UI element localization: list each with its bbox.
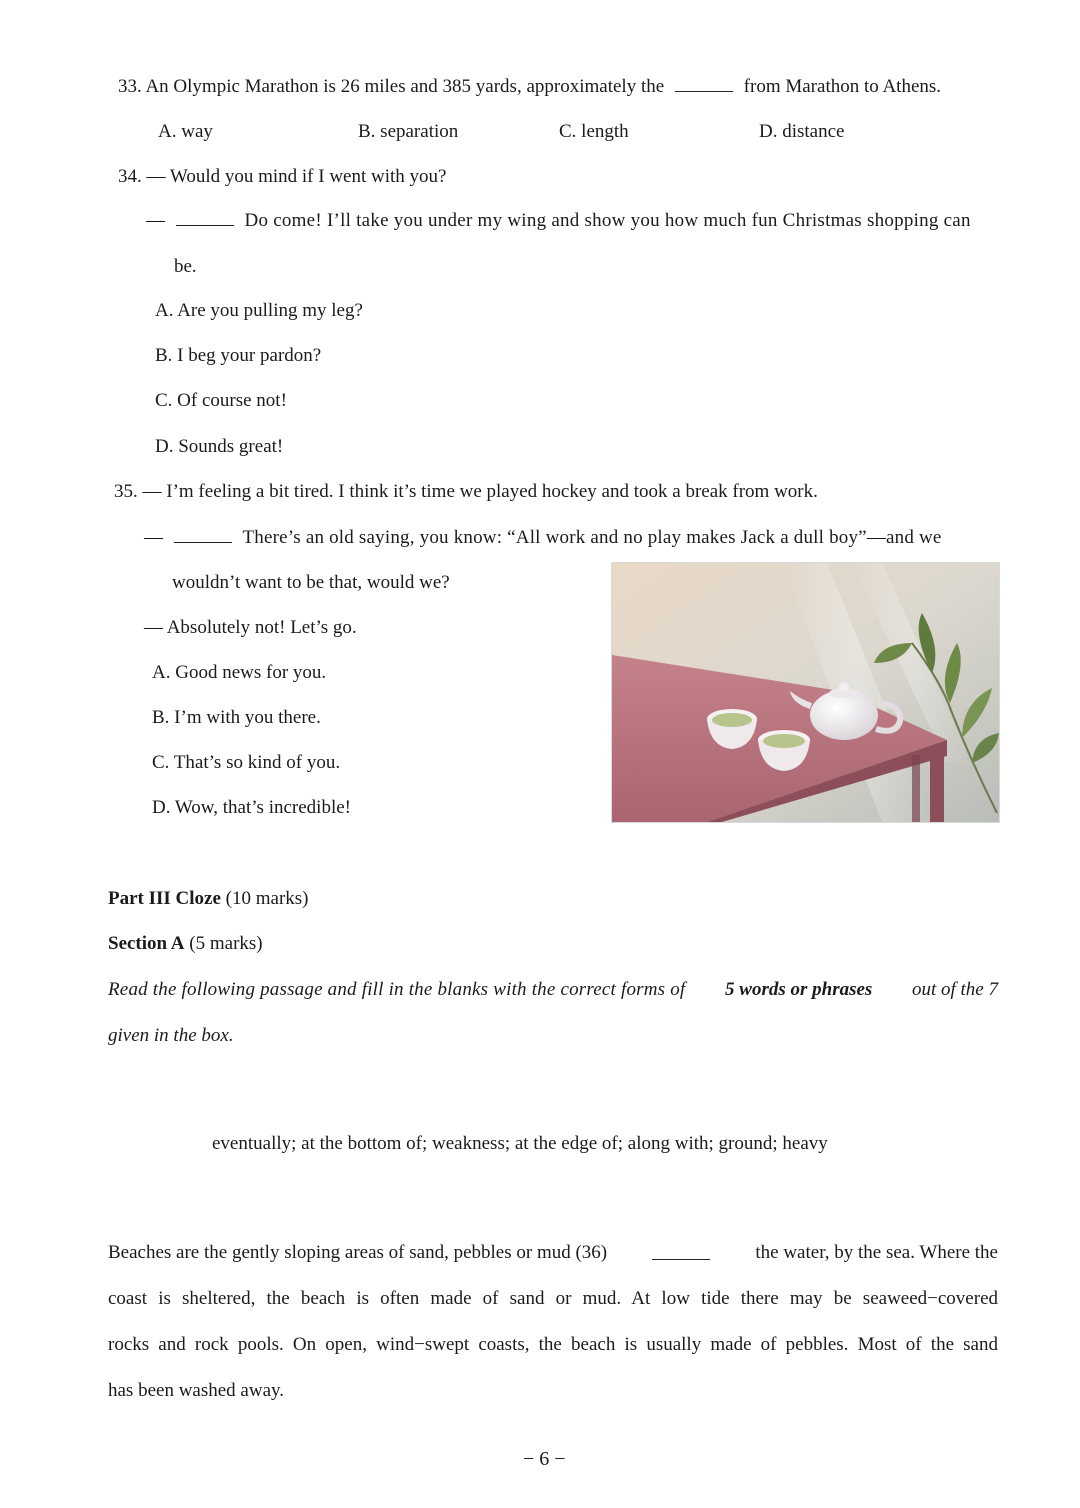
q33-option-d[interactable]: D. distance [759, 121, 845, 142]
q33-option-a[interactable]: A. way [158, 121, 213, 142]
q33-option-c[interactable]: C. length [559, 121, 629, 142]
passage-line-2-text: coast is sheltered, the beach is often made of sand or mud. At low tide there may be seaweed−covered [108, 1288, 998, 1309]
q34-line1: — Would you mind if I went with you? [146, 166, 447, 187]
q35-number: 35. [114, 481, 138, 502]
q33-stem-b: from Marathon to Athens. [743, 76, 942, 97]
tea-set-image [611, 562, 1000, 823]
instr-c: given in the box. [108, 1025, 234, 1046]
q33-option-b[interactable]: B. separation [358, 121, 459, 142]
sectionA-heading [108, 933, 263, 955]
q34-number: 34. [118, 166, 142, 187]
part3-title: Part III Cloze [108, 888, 221, 909]
passage-line-1b: the water, by the sea. Where the [755, 1242, 998, 1263]
q35-line1: — I’m feeling a bit tired. I think it’s time we played hockey and took a break from work. [142, 481, 818, 502]
blank-36[interactable] [652, 1258, 710, 1260]
q34-reply-b: be. [174, 256, 197, 277]
sectionA-instructions [108, 979, 998, 1001]
q33-blank[interactable] [675, 90, 733, 92]
q34-reply-a: Do come! I’ll take you under my wing and show you how much fun Christmas shopping can [244, 210, 971, 231]
q35-reply-b: wouldn’t want to be that, would we? [172, 572, 450, 593]
passage-line-4: has been washed away. [108, 1380, 285, 1401]
passage-line-1a: Beaches are the gently sloping areas of sand, pebbles or mud (36) [108, 1242, 608, 1263]
q35-blank[interactable] [174, 541, 232, 543]
q35-option-a[interactable]: A. Good news for you. [152, 662, 327, 683]
q35-line3: — Absolutely not! Let’s go. [144, 617, 357, 638]
tea-set-illustration [612, 563, 999, 822]
passage-line-3 [108, 1334, 998, 1356]
q35-dash: — [144, 527, 163, 548]
q34-reply [146, 210, 998, 232]
q34-option-b[interactable]: B. I beg your pardon? [155, 345, 322, 366]
q35-reply [144, 527, 942, 549]
q35-stem [114, 481, 818, 503]
q34-dash: — [146, 210, 165, 231]
passage-line-3-text: rocks and rock pools. On open, wind−swept coasts, the beach is usually made of pebbles. Most of the sand [108, 1334, 998, 1355]
part3-heading [108, 888, 309, 910]
q33-stem [118, 76, 941, 98]
q34-stem [118, 166, 446, 188]
q34-blank[interactable] [176, 224, 234, 226]
q35-option-b[interactable]: B. I’m with you there. [152, 707, 321, 728]
sectionA-title: Section A [108, 933, 185, 954]
q33-number: 33. [118, 76, 142, 97]
word-box: eventually; at the bottom of; weakness; at the edge of; along with; ground; heavy [212, 1133, 828, 1154]
passage-line-1 [108, 1242, 998, 1264]
q35-option-c[interactable]: C. That’s so kind of you. [152, 752, 341, 773]
sectionA-marks: (5 marks) [189, 933, 263, 954]
passage-line-2 [108, 1288, 998, 1310]
instr-bold: 5 words or phrases [725, 979, 873, 1000]
q34-option-a[interactable]: A. Are you pulling my leg? [155, 300, 363, 321]
q34-option-c[interactable]: C. Of course not! [155, 390, 287, 411]
q34-option-d[interactable]: D. Sounds great! [155, 436, 284, 457]
q35-reply-a: There’s an old saying, you know: “All work and no play makes Jack a dull boy”—and we [242, 527, 942, 548]
q35-option-d[interactable]: D. Wow, that’s incredible! [152, 797, 351, 818]
page-number: − 6 − [523, 1448, 566, 1470]
q33-stem-a: An Olympic Marathon is 26 miles and 385 yards, approximately the [145, 76, 665, 97]
part3-marks: (10 marks) [225, 888, 309, 909]
instr-b: out of the 7 [911, 979, 998, 1000]
instr-a: Read the following passage and fill in the blanks with the correct forms of [108, 979, 686, 1000]
